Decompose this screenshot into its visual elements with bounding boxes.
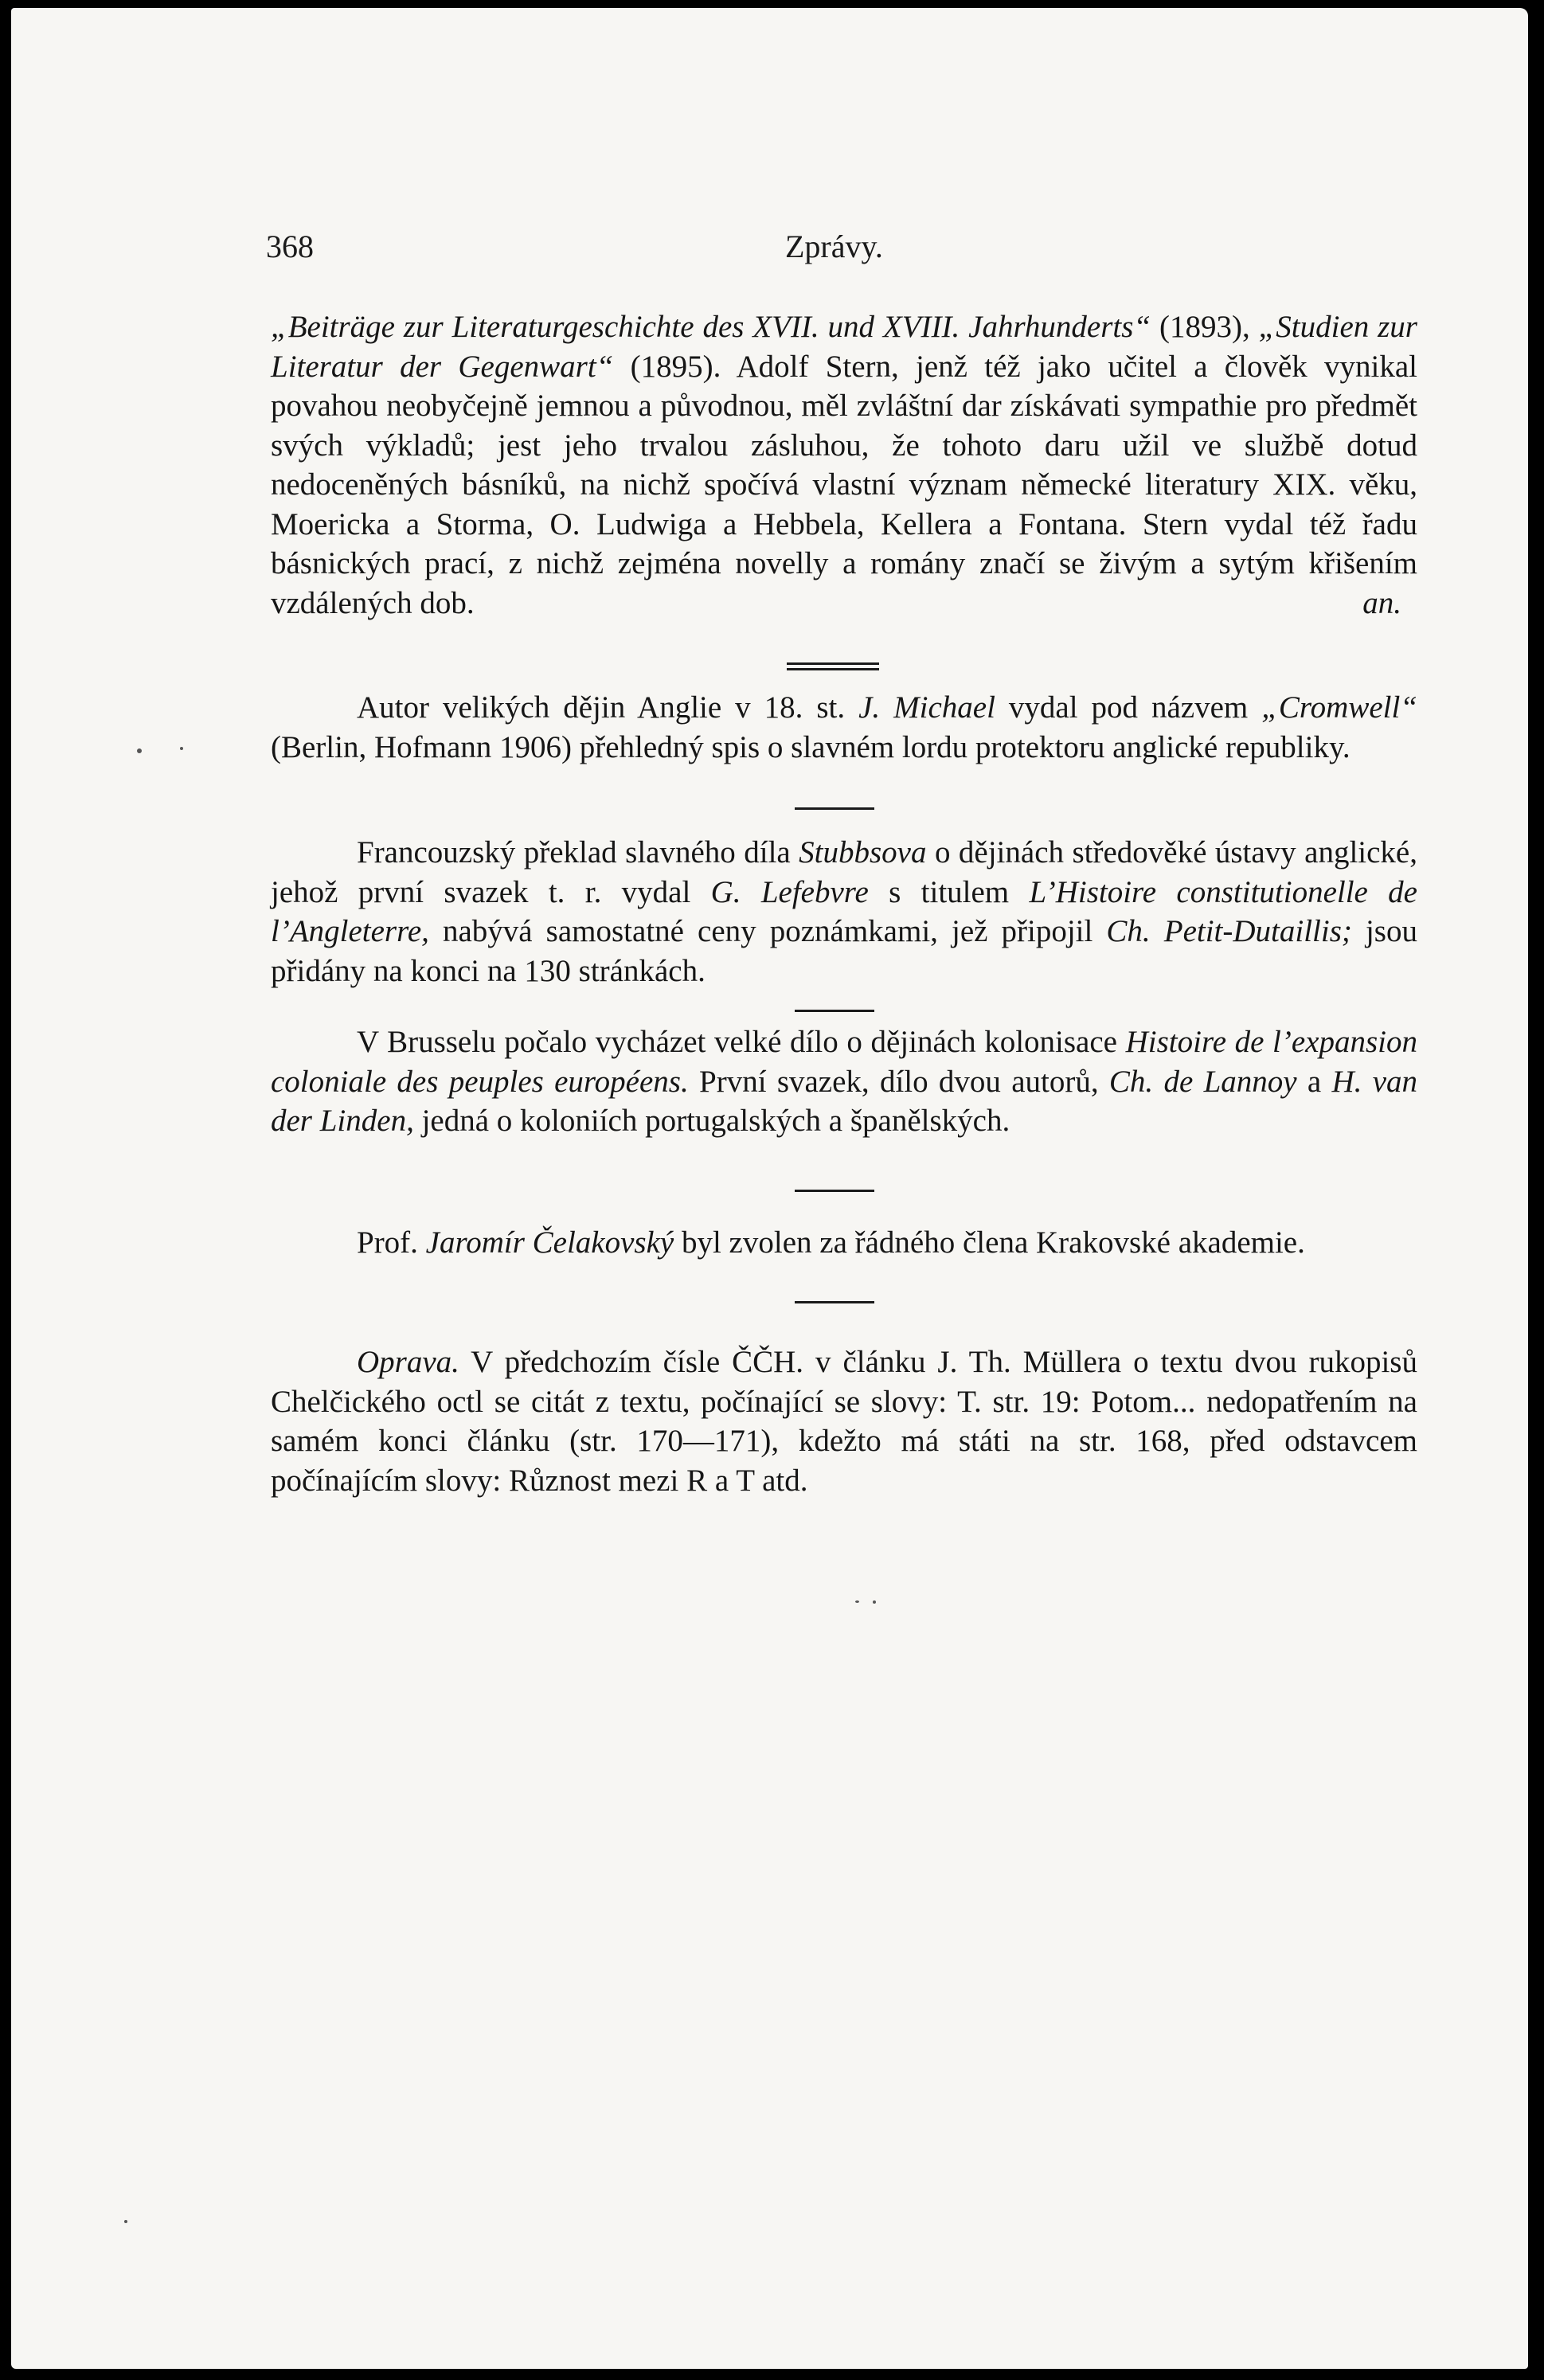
separator xyxy=(795,807,874,810)
separator xyxy=(795,1010,874,1012)
paragraph-text: V Brusselu počalo vycházet velké dílo o dějinách kolonisace xyxy=(357,1025,1126,1059)
paragraph-oprava xyxy=(271,1342,1417,1500)
book-title: „Beiträge zur Literaturgeschichte des XVII. und XVIII. Jahrhunderts“ xyxy=(271,310,1151,344)
scan-speck xyxy=(137,748,142,753)
paragraph-text: jsou přidány na konci na 130 stránkách. xyxy=(271,914,1417,988)
page-number: 368 xyxy=(266,229,314,264)
separator xyxy=(795,1301,874,1303)
paragraph-text: První svazek, dílo dvou autorů, xyxy=(688,1064,1109,1099)
author-signature: an. xyxy=(1362,585,1401,620)
author-name: H. van der Linden, xyxy=(271,1064,1418,1138)
book-title: L’Histoire constitutionelle de l’Angleterre, xyxy=(271,874,1417,948)
paragraph-text: Francouzský překlad slavného díla xyxy=(357,835,799,870)
paragraph-text: a xyxy=(1296,1064,1332,1099)
paragraph-text: byl zvolen za řádného člena Krakovské akademie. xyxy=(674,1225,1305,1260)
paragraph-stern xyxy=(271,307,1417,623)
paragraph-text: nabývá samostatné ceny poznámkami, jež připojil xyxy=(428,914,1107,948)
scan-speck xyxy=(855,1600,859,1603)
paragraph-text: (1895). Adolf Stern, jenž též jako učitel a člověk vynikal povahou neobyčejně jemnou a původnou, měl zvláštní dar získávati sympathie pro předmět svých výkladů; jest jeho trvalou zásluhou, že tohoto daru užil ve službě dotud nedoceněných básníků, na nichž spočívá vlastní význam německé literatury XIX. věku, Moericka a Storma, O. Ludwiga a Hebbela, Kellera a Fontana. Stern vydal též řadu básnických prací, z nichž zejména novelly a romány značí se živým a sytým křišením vzdálených dob. xyxy=(271,349,1418,620)
erratum-label: Oprava. xyxy=(357,1345,459,1379)
book-title: „Studien zur Literatur der Gegenwart“ xyxy=(271,310,1417,384)
author-name: J. Michael xyxy=(858,690,995,725)
author-name: Ch. Petit-Dutaillis; xyxy=(1106,914,1352,948)
scan-speck xyxy=(124,2220,127,2223)
paragraph-text: jedná o koloniích portugalských a španělských. xyxy=(413,1104,1010,1138)
book-page xyxy=(11,8,1528,2369)
paragraph-stubbs xyxy=(271,833,1417,991)
book-title: „Cromwell“ xyxy=(1261,690,1417,725)
paragraph-text: vydal pod názvem xyxy=(995,690,1262,725)
paragraph-cromwell xyxy=(271,688,1417,767)
scan-speck xyxy=(180,747,183,750)
paragraph-text: o dějinách středověké ústavy anglické, jehož první svazek t. r. vydal xyxy=(271,835,1417,909)
paragraph-text: (Berlin, Hofmann 1906) přehledný spis o slavném lordu protektoru anglické republiky. xyxy=(271,729,1351,764)
paragraph-celakovsky xyxy=(271,1223,1417,1263)
author-name: G. Lefebvre xyxy=(710,874,869,909)
paragraph-text: (1893), xyxy=(1151,310,1259,344)
section-title: Zprávy. xyxy=(785,229,883,264)
author-name: Ch. de Lannoy xyxy=(1108,1064,1297,1099)
author-name: Stubbsova xyxy=(799,835,927,870)
person-name: Jaromír Čelakovský xyxy=(425,1225,674,1260)
double-separator xyxy=(787,662,879,670)
running-head xyxy=(266,228,1421,276)
book-title: Histoire de l’expansion coloniale des peuples européens. xyxy=(271,1025,1418,1099)
paragraph-text: Prof. xyxy=(357,1225,426,1260)
paragraph-text: Autor velikých dějin Anglie v 18. st. xyxy=(357,690,859,725)
paragraph-brussels xyxy=(271,1022,1417,1141)
paragraph-text: s titulem xyxy=(868,874,1030,909)
scan-speck xyxy=(873,1600,876,1604)
separator xyxy=(795,1190,874,1192)
paragraph-text: V předchozím čísle ČČH. v článku J. Th. Müllera o textu dvou rukopisů Chelčického octl se citát z textu, počínající se slovy: T. str. 19: Potom... nedopatřením na samém konci článku (str. 170—171), kdežto má státi na str. 168, před odstavcem počínajícím slovy: Různost mezi R a T atd. xyxy=(271,1345,1417,1498)
